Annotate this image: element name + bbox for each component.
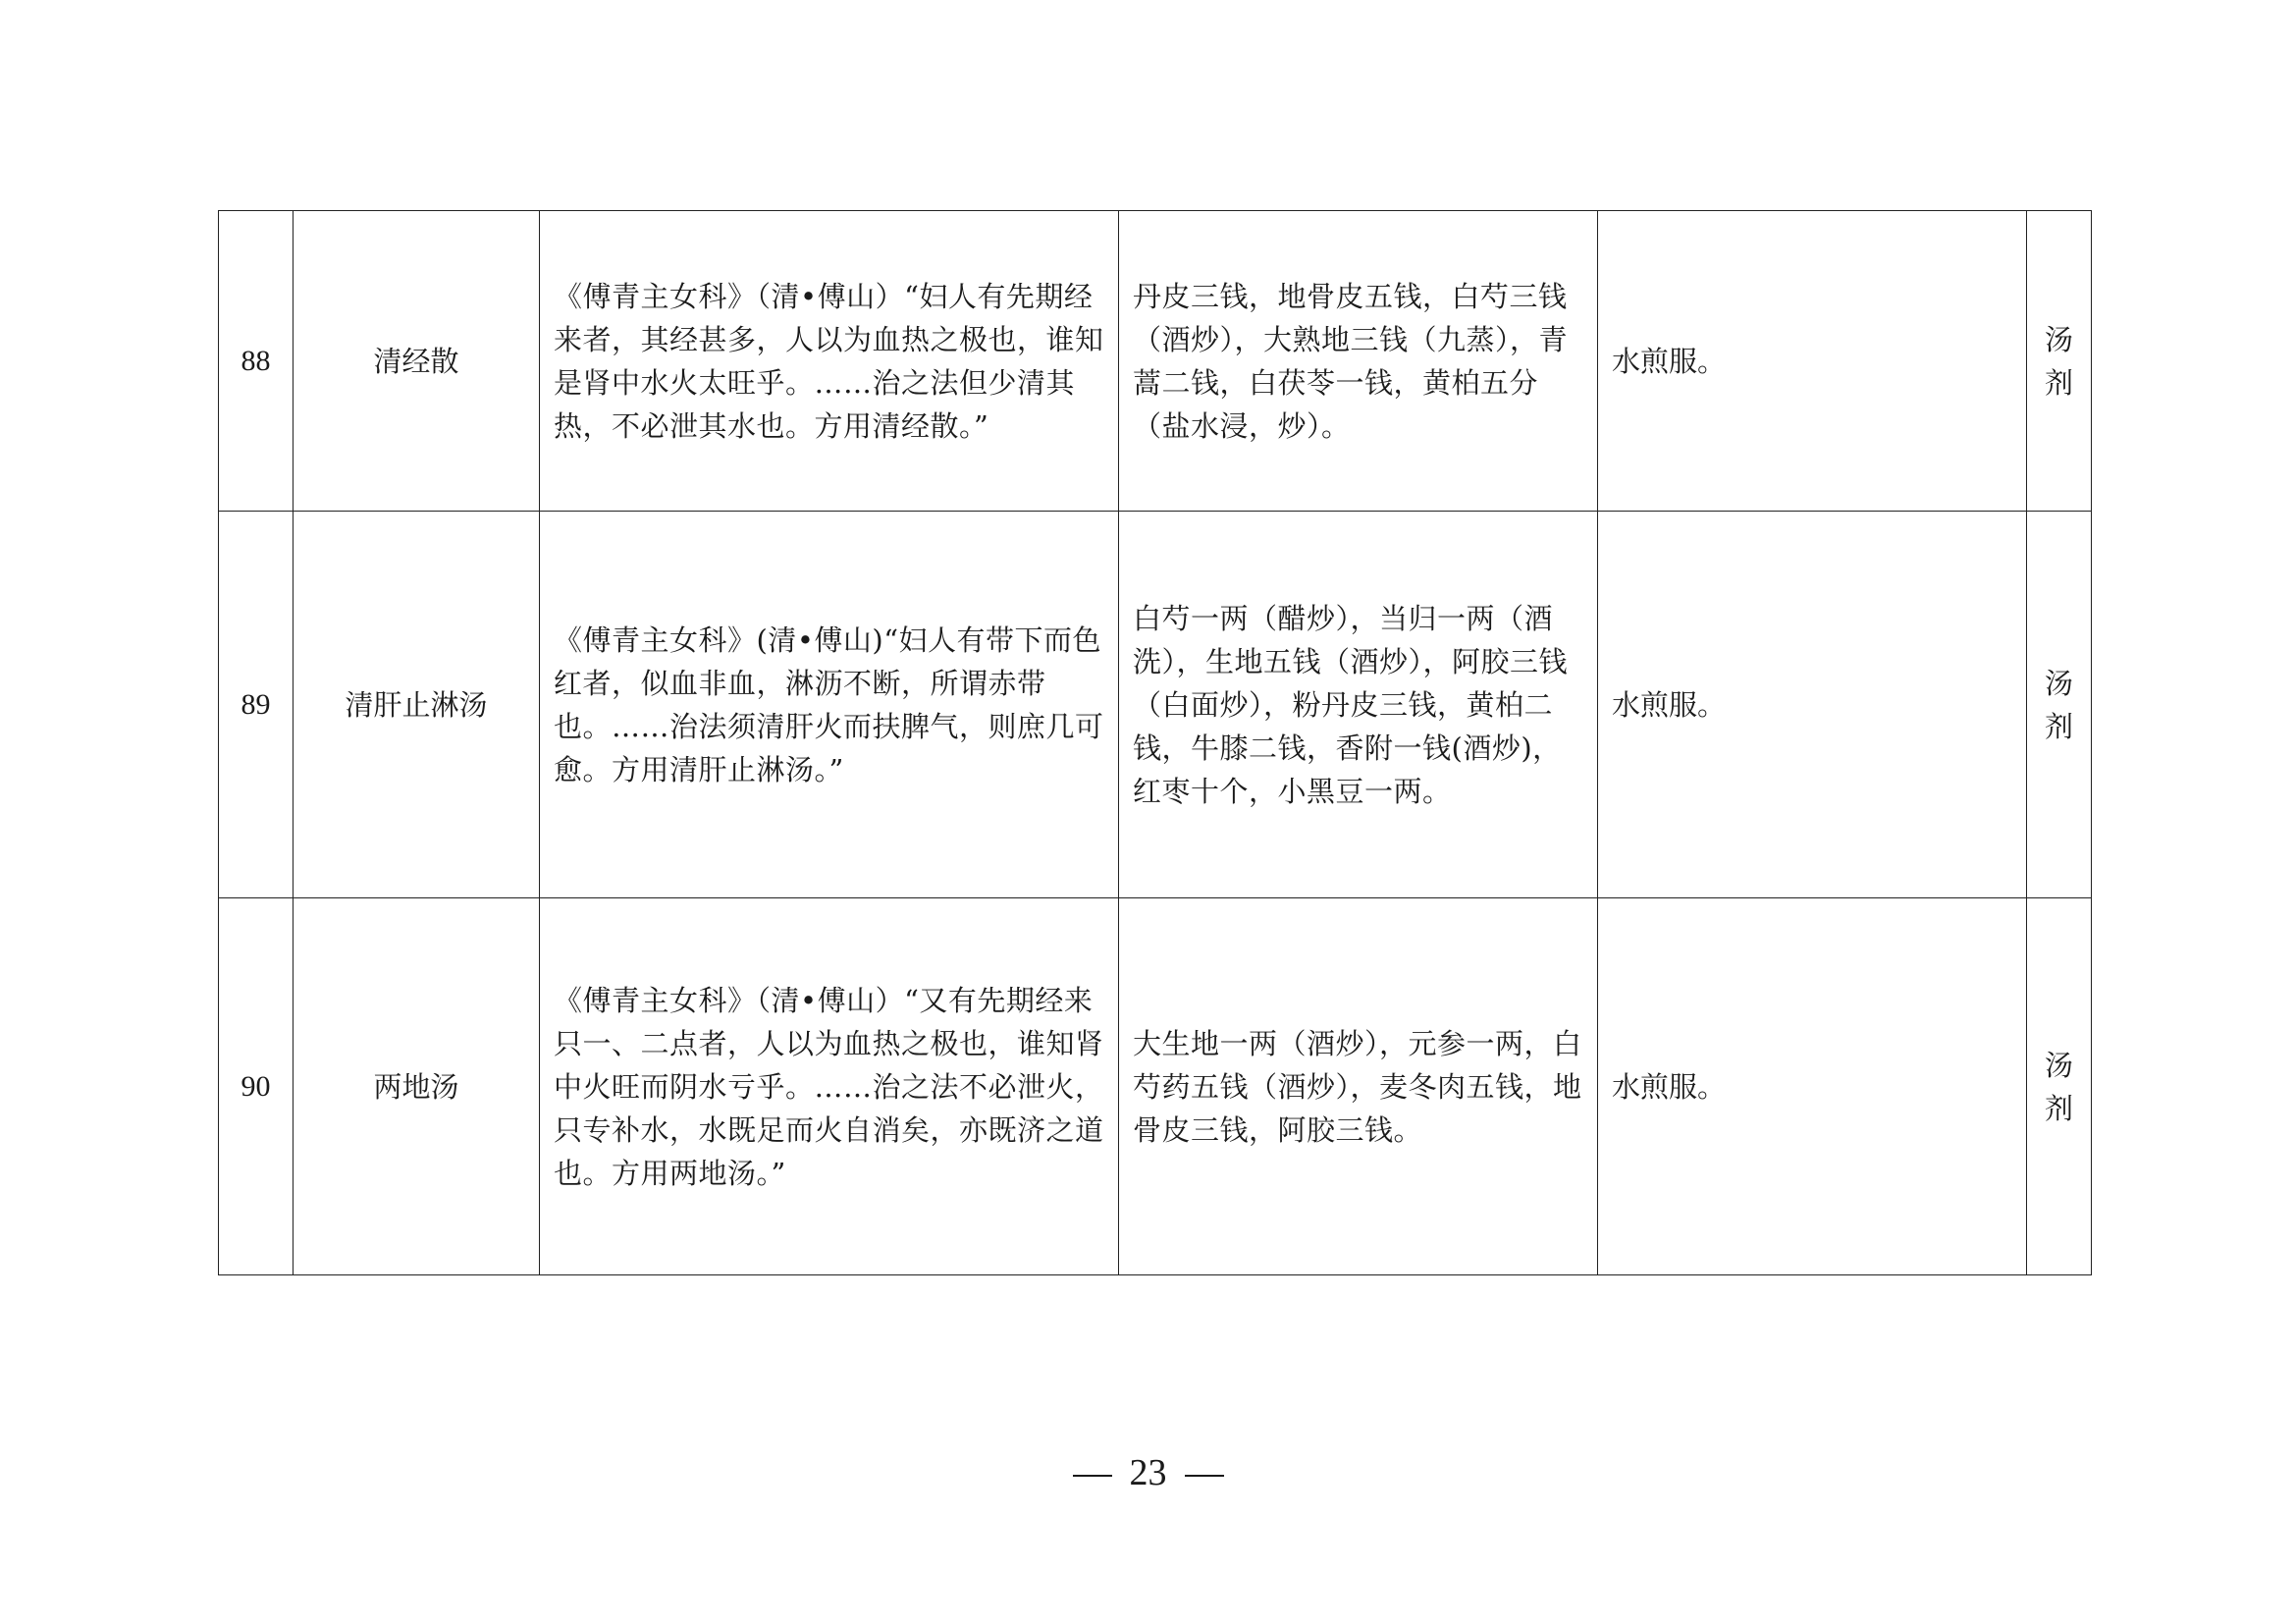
usage-cell [1598,898,2027,1275]
page-number: 23 [1129,1452,1167,1493]
usage-text: 水煎服。 [1612,687,1727,722]
formula-name-cell [294,211,540,512]
composition-text: 丹皮三钱，地骨皮五钱，白芍三钱（酒炒），大熟地三钱（九蒸），青蒿二钱，白茯苓一钱，黄柏五分（盐水浸，炒）。 [1133,279,1569,443]
source-cell [540,898,1119,1275]
usage-cell [1598,512,2027,898]
dosage-form: 汤剂 [2044,1048,2073,1125]
formula-name: 清经散 [373,344,459,378]
composition-cell [1119,898,1598,1275]
composition-cell [1119,512,1598,898]
formula-name-cell [294,512,540,898]
row-number-cell [219,512,294,898]
composition-text: 大生地一两（酒炒），元参一两，白芍药五钱（酒炒），麦冬肉五钱，地骨皮三钱，阿胶三钱。 [1133,1026,1582,1147]
source-cell [540,211,1119,512]
row-number-cell [219,211,294,512]
dash-right [1185,1475,1224,1477]
source-text: 《傅青主女科》（清•傅山）“妇人有先期经来者，其经甚多，人以为血热之极也，谁知是肾中水火太旺乎。……治之法但少清其热，不必泄其水也。方用清经散。” [554,279,1104,443]
usage-text: 水煎服。 [1612,1069,1727,1104]
dosage-form-cell [2027,211,2092,512]
source-text: 《傅青主女科》(清•傅山)“妇人有带下而色红者，似血非血，淋沥不断，所谓赤带也。……治法须清肝火而扶脾气，则庶几可愈。方用清肝止淋汤。” [554,623,1104,786]
table-row [219,211,2092,512]
usage-cell [1598,211,2027,512]
table-row [219,512,2092,898]
row-number: 89 [240,688,271,721]
formula-name-cell [294,898,540,1275]
row-number: 90 [240,1070,271,1103]
composition-cell [1119,211,1598,512]
row-number: 88 [240,345,271,377]
source-cell [540,512,1119,898]
dash-left [1073,1475,1112,1477]
formula-table [218,210,2092,1275]
dosage-form: 汤剂 [2044,666,2073,743]
formula-name: 清肝止淋汤 [345,687,488,722]
source-text: 《傅青主女科》（清•傅山）“又有先期经来只一、二点者，人以为血热之极也，谁知肾中火旺而阴水亏乎。……治之法不必泄火，只专补水，水既足而火自消矣，亦既济之道也。方用两地汤。” [554,983,1104,1190]
table-row [219,898,2092,1275]
dosage-form: 汤剂 [2044,322,2073,400]
formula-name: 两地汤 [373,1069,459,1104]
composition-text: 白芍一两（醋炒），当归一两（酒洗），生地五钱（酒炒），阿胶三钱（白面炒），粉丹皮三钱，黄柏二钱，牛膝二钱，香附一钱(酒炒)，红枣十个，小黑豆一两。 [1133,601,1569,808]
page-footer [0,1451,2296,1494]
dosage-form-cell [2027,512,2092,898]
dosage-form-cell [2027,898,2092,1275]
usage-text: 水煎服。 [1612,344,1727,378]
row-number-cell [219,898,294,1275]
